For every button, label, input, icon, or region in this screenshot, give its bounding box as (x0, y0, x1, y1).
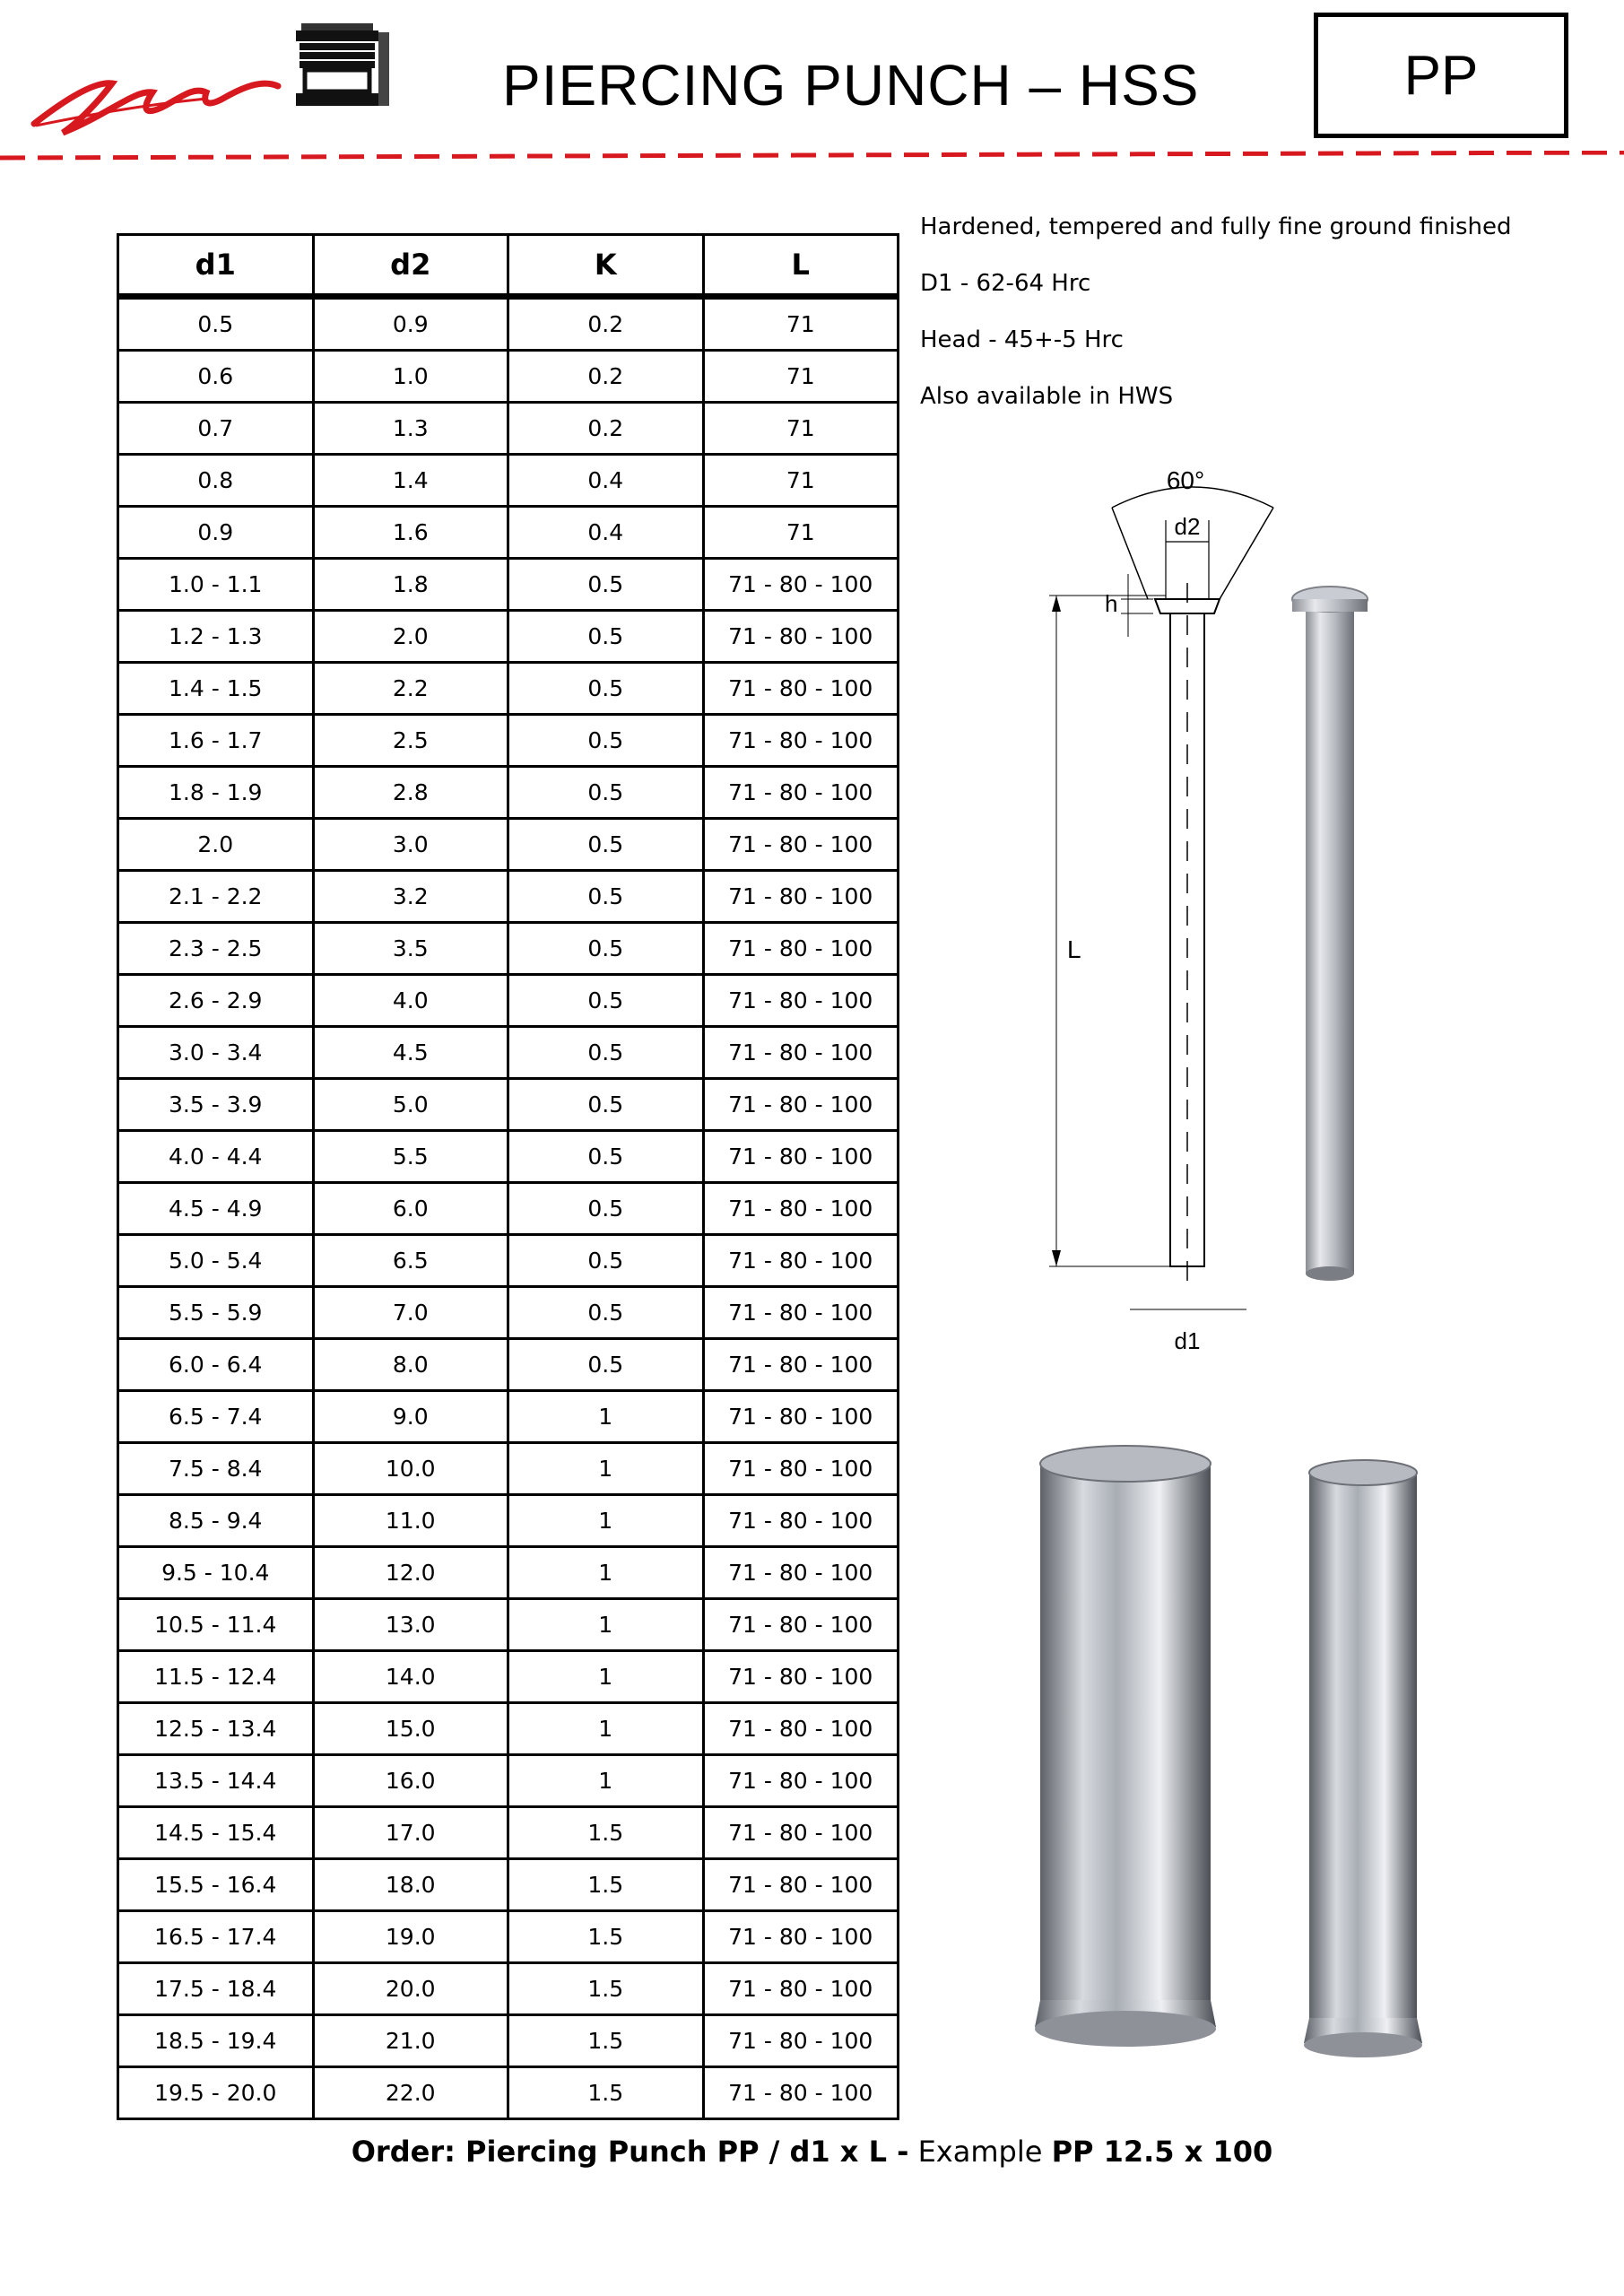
order-instructions (0, 2135, 1624, 2169)
cell-k: 1 (508, 1599, 704, 1651)
cell-d1: 0.7 (118, 403, 314, 455)
punch-render (1292, 587, 1368, 1281)
table-row (118, 1859, 899, 1911)
cell-d2: 3.2 (313, 871, 508, 923)
cell-k: 1 (508, 1547, 704, 1599)
cell-d2: 17.0 (313, 1807, 508, 1859)
cell-l: 71 - 80 - 100 (703, 1339, 899, 1391)
cell-d2: 0.9 (313, 297, 508, 351)
header-d1: d1 (118, 235, 314, 297)
table-row (118, 1183, 899, 1235)
cell-l: 71 - 80 - 100 (703, 2015, 899, 2067)
cell-l: 71 - 80 - 100 (703, 1079, 899, 1131)
table-row (118, 1287, 899, 1339)
cell-k: 1.5 (508, 2015, 704, 2067)
cell-d2: 15.0 (313, 1703, 508, 1755)
table-row (118, 1755, 899, 1807)
cell-l: 71 (703, 403, 899, 455)
cell-d1: 16.5 - 17.4 (118, 1911, 314, 1963)
cell-d2: 3.0 (313, 819, 508, 871)
cell-l: 71 - 80 - 100 (703, 1183, 899, 1235)
spec-notes (920, 199, 1512, 425)
table-row (118, 1079, 899, 1131)
cell-d1: 1.0 - 1.1 (118, 559, 314, 611)
cell-d1: 1.8 - 1.9 (118, 767, 314, 819)
angle-label: 60° (1166, 466, 1205, 494)
cell-k: 0.5 (508, 559, 704, 611)
cell-l: 71 - 80 - 100 (703, 1703, 899, 1755)
cell-k: 1 (508, 1703, 704, 1755)
cell-k: 0.5 (508, 1339, 704, 1391)
cell-d1: 1.6 - 1.7 (118, 715, 314, 767)
table-row (118, 975, 899, 1027)
cell-d1: 8.5 - 9.4 (118, 1495, 314, 1547)
table-row (118, 2015, 899, 2067)
h-label: h (1105, 590, 1118, 617)
cell-l: 71 - 80 - 100 (703, 819, 899, 871)
cell-d1: 3.0 - 3.4 (118, 1027, 314, 1079)
cell-d1: 19.5 - 20.0 (118, 2067, 314, 2119)
note-head-hardness: Head - 45+-5 Hrc (920, 326, 1124, 353)
cell-d1: 3.5 - 3.9 (118, 1079, 314, 1131)
table-row (118, 1235, 899, 1287)
cell-d2: 11.0 (313, 1495, 508, 1547)
cell-d2: 3.5 (313, 923, 508, 975)
table-row (118, 1807, 899, 1859)
cell-k: 1.5 (508, 1859, 704, 1911)
table-row (118, 1651, 899, 1703)
cell-d1: 12.5 - 13.4 (118, 1703, 314, 1755)
header-k: K (508, 235, 704, 297)
cell-d1: 15.5 - 16.4 (118, 1859, 314, 1911)
cell-l: 71 - 80 - 100 (703, 1495, 899, 1547)
cell-d2: 2.2 (313, 663, 508, 715)
table-row (118, 1599, 899, 1651)
cell-d2: 10.0 (313, 1443, 508, 1495)
header-l: L (703, 235, 899, 297)
table-row (118, 1911, 899, 1963)
table-row (118, 1131, 899, 1183)
table-row (118, 1495, 899, 1547)
cell-d1: 2.0 (118, 819, 314, 871)
cell-l: 71 - 80 - 100 (703, 1027, 899, 1079)
table-row (118, 403, 899, 455)
cell-l: 71 - 80 - 100 (703, 1807, 899, 1859)
cell-d1: 5.0 - 5.4 (118, 1235, 314, 1287)
order-example-label: Example (908, 2135, 1052, 2169)
cell-l: 71 - 80 - 100 (703, 1911, 899, 1963)
table-row (118, 871, 899, 923)
cell-d2: 22.0 (313, 2067, 508, 2119)
cell-d2: 12.0 (313, 1547, 508, 1599)
cell-d1: 0.8 (118, 455, 314, 507)
header-d2: d2 (313, 235, 508, 297)
cell-l: 71 - 80 - 100 (703, 1755, 899, 1807)
cell-d1: 2.3 - 2.5 (118, 923, 314, 975)
page-title: PIERCING PUNCH – HSS (502, 53, 1200, 117)
cell-l: 71 - 80 - 100 (703, 975, 899, 1027)
l-label: L (1067, 935, 1081, 963)
cell-d2: 1.4 (313, 455, 508, 507)
cell-d2: 7.0 (313, 1287, 508, 1339)
cell-l: 71 - 80 - 100 (703, 611, 899, 663)
cell-d2: 6.5 (313, 1235, 508, 1287)
cell-l: 71 - 80 - 100 (703, 1963, 899, 2015)
cell-d1: 6.0 - 6.4 (118, 1339, 314, 1391)
table-row (118, 1443, 899, 1495)
cell-d2: 9.0 (313, 1391, 508, 1443)
header-divider (0, 151, 1624, 163)
cell-k: 0.5 (508, 923, 704, 975)
table-row (118, 297, 899, 351)
cell-d1: 13.5 - 14.4 (118, 1755, 314, 1807)
cell-k: 0.2 (508, 297, 704, 351)
cell-l: 71 - 80 - 100 (703, 559, 899, 611)
cell-k: 0.5 (508, 611, 704, 663)
cell-l: 71 - 80 - 100 (703, 1599, 899, 1651)
product-photos (995, 1444, 1462, 2090)
cell-l: 71 - 80 - 100 (703, 1287, 899, 1339)
note-finish: Hardened, tempered and fully fine ground finished (920, 213, 1512, 240)
cell-k: 1 (508, 1755, 704, 1807)
cell-d2: 19.0 (313, 1911, 508, 1963)
cell-d1: 9.5 - 10.4 (118, 1547, 314, 1599)
table-row (118, 767, 899, 819)
cell-k: 0.5 (508, 715, 704, 767)
order-example: PP 12.5 x 100 (1051, 2135, 1273, 2169)
cell-d1: 4.0 - 4.4 (118, 1131, 314, 1183)
cell-d2: 8.0 (313, 1339, 508, 1391)
cell-k: 0.2 (508, 403, 704, 455)
cell-l: 71 (703, 297, 899, 351)
cell-k: 1.5 (508, 2067, 704, 2119)
cell-k: 1 (508, 1443, 704, 1495)
cell-l: 71 - 80 - 100 (703, 2067, 899, 2119)
table-row (118, 1703, 899, 1755)
cell-d1: 1.4 - 1.5 (118, 663, 314, 715)
cell-l: 71 - 80 - 100 (703, 871, 899, 923)
technical-drawing (995, 448, 1372, 1426)
cell-d2: 14.0 (313, 1651, 508, 1703)
cell-k: 0.4 (508, 507, 704, 559)
cell-k: 0.2 (508, 351, 704, 403)
small-punch-photo (1304, 1460, 1422, 2057)
cell-k: 0.4 (508, 455, 704, 507)
table-row (118, 507, 899, 559)
cell-d2: 20.0 (313, 1963, 508, 2015)
cell-d2: 4.0 (313, 975, 508, 1027)
table-header-row (118, 235, 899, 297)
press-icon (296, 23, 389, 106)
cell-d2: 1.0 (313, 351, 508, 403)
cell-l: 71 - 80 - 100 (703, 1547, 899, 1599)
cell-l: 71 - 80 - 100 (703, 923, 899, 975)
cell-d1: 0.6 (118, 351, 314, 403)
table-row (118, 1027, 899, 1079)
cell-d2: 2.0 (313, 611, 508, 663)
table-row (118, 351, 899, 403)
cell-l: 71 (703, 455, 899, 507)
cell-k: 0.5 (508, 663, 704, 715)
table-row (118, 819, 899, 871)
cell-k: 0.5 (508, 1183, 704, 1235)
cell-l: 71 - 80 - 100 (703, 1443, 899, 1495)
cell-k: 1.5 (508, 1963, 704, 2015)
table-row (118, 1547, 899, 1599)
cell-k: 1 (508, 1495, 704, 1547)
table-row (118, 1339, 899, 1391)
cell-l: 71 - 80 - 100 (703, 1391, 899, 1443)
cell-k: 0.5 (508, 819, 704, 871)
cell-d2: 21.0 (313, 2015, 508, 2067)
cell-k: 0.5 (508, 1235, 704, 1287)
table-row (118, 455, 899, 507)
dimension-table (117, 233, 899, 2120)
table-body (118, 297, 899, 2119)
d2-label: d2 (1174, 513, 1201, 540)
cell-k: 0.5 (508, 1131, 704, 1183)
cell-l: 71 (703, 507, 899, 559)
cell-k: 0.5 (508, 1287, 704, 1339)
cell-l: 71 - 80 - 100 (703, 715, 899, 767)
cell-k: 0.5 (508, 767, 704, 819)
cell-d1: 6.5 - 7.4 (118, 1391, 314, 1443)
cell-l: 71 (703, 351, 899, 403)
table-row (118, 663, 899, 715)
cell-l: 71 - 80 - 100 (703, 1131, 899, 1183)
cell-d2: 1.8 (313, 559, 508, 611)
cell-d2: 5.0 (313, 1079, 508, 1131)
cell-d2: 2.5 (313, 715, 508, 767)
table-row (118, 923, 899, 975)
cell-d1: 18.5 - 19.4 (118, 2015, 314, 2067)
cell-k: 1 (508, 1391, 704, 1443)
table-row (118, 2067, 899, 2119)
cell-d1: 2.6 - 2.9 (118, 975, 314, 1027)
cell-d1: 1.2 - 1.3 (118, 611, 314, 663)
cell-d1: 11.5 - 12.4 (118, 1651, 314, 1703)
cell-l: 71 - 80 - 100 (703, 767, 899, 819)
order-format: Order: Piercing Punch PP / d1 x L - (351, 2135, 909, 2169)
cell-l: 71 - 80 - 100 (703, 1651, 899, 1703)
large-punch-photo (1035, 1446, 1216, 2047)
cell-d2: 16.0 (313, 1755, 508, 1807)
cell-d1: 17.5 - 18.4 (118, 1963, 314, 2015)
cell-k: 1 (508, 1651, 704, 1703)
cell-k: 0.5 (508, 975, 704, 1027)
cell-l: 71 - 80 - 100 (703, 1235, 899, 1287)
cell-d1: 5.5 - 5.9 (118, 1287, 314, 1339)
cell-d2: 4.5 (313, 1027, 508, 1079)
note-availability: Also available in HWS (920, 383, 1174, 410)
table-row (118, 1391, 899, 1443)
cell-d1: 2.1 - 2.2 (118, 871, 314, 923)
product-code: PP (1314, 13, 1568, 138)
cell-d1: 7.5 - 8.4 (118, 1443, 314, 1495)
cell-d2: 6.0 (313, 1183, 508, 1235)
d1-label: d1 (1174, 1327, 1201, 1354)
cell-k: 0.5 (508, 871, 704, 923)
cell-d1: 14.5 - 15.4 (118, 1807, 314, 1859)
cell-d1: 0.9 (118, 507, 314, 559)
cell-d2: 1.3 (313, 403, 508, 455)
cell-d1: 10.5 - 11.4 (118, 1599, 314, 1651)
cell-k: 0.5 (508, 1027, 704, 1079)
cell-k: 1.5 (508, 1911, 704, 1963)
cell-d1: 4.5 - 4.9 (118, 1183, 314, 1235)
cell-d2: 13.0 (313, 1599, 508, 1651)
table-row (118, 611, 899, 663)
cell-d2: 18.0 (313, 1859, 508, 1911)
note-d1-hardness: D1 - 62-64 Hrc (920, 270, 1091, 297)
cell-l: 71 - 80 - 100 (703, 1859, 899, 1911)
cell-d1: 0.5 (118, 297, 314, 351)
cell-d2: 1.6 (313, 507, 508, 559)
cell-d2: 5.5 (313, 1131, 508, 1183)
table-row (118, 559, 899, 611)
cell-d2: 2.8 (313, 767, 508, 819)
cell-k: 0.5 (508, 1079, 704, 1131)
cell-k: 1.5 (508, 1807, 704, 1859)
table-row (118, 1963, 899, 2015)
table-row (118, 715, 899, 767)
company-logo (27, 16, 395, 151)
cell-l: 71 - 80 - 100 (703, 663, 899, 715)
